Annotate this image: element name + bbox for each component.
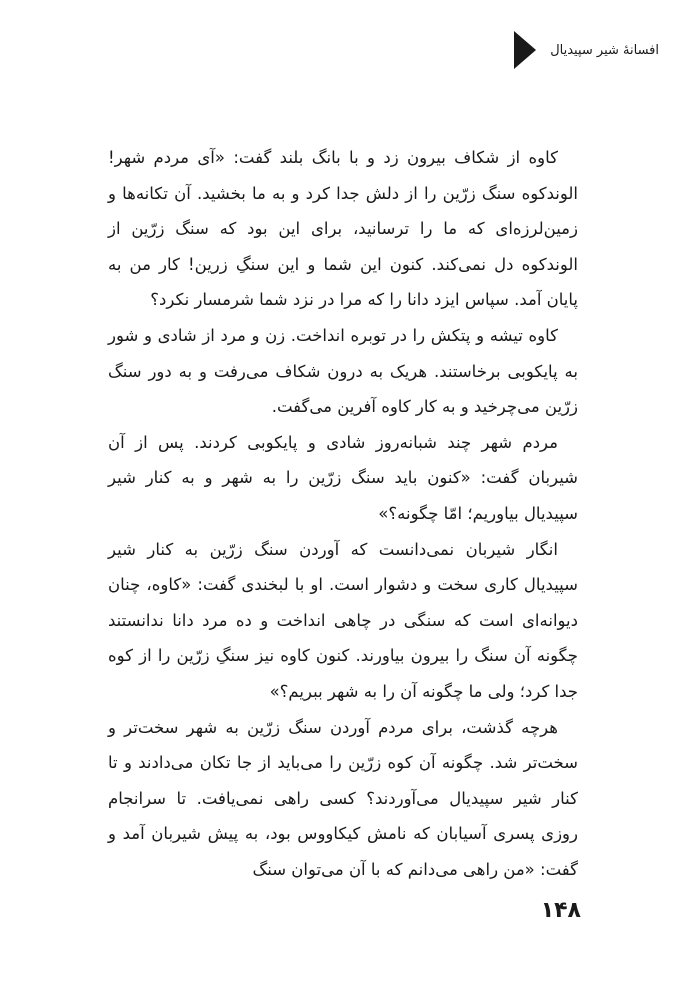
running-header (514, 30, 659, 70)
paragraph: انگار شیربان نمی‌دانست که آوردن سنگ زرّین به کنار شیر سپیدیال کاری سخت و دشوار است. او با لبخندی گفت: «کاوه، چنان دیوانه‌ای است که سنگی در چاهی انداخت و ده مرد دانا ندانستند چگونه آن سنگ را بیرون بیاورند. کنون کاوه نیز سنگِ زرّین را از کوه جدا کرد؛ ولی ما چگونه آن را به شهر ببریم؟» (108, 539, 578, 701)
page-number: ۱۴۸ (540, 898, 581, 923)
triangle-pointer-icon (514, 31, 536, 69)
running-header-title: افسانهٔ شیر سپیدیال (550, 42, 659, 58)
paragraph: مردم شهر چند شبانه‌روز شادی و پایکوبی کردند. پس از آن شیربان گفت: «کنون باید سنگ زرّین را به شهر و به کنار شیر سپیدیال بیاوریم؛ امّا چگونه؟» (108, 432, 578, 523)
paragraph: کاوه از شکاف بیرون زد و با بانگ بلند گفت: «آی مردم شهر! الوندکوه سنگ زرّین را از دلش جدا کرد و به ما بخشید. آن تکانه‌ها و زمین‌لرزه‌ای که ما را ترسانید، برای این بود که سنگ زرّین از الوندکوه دل نمی‌کند. کنون این شما و این سنگِ زرین! کار من به پایان آمد. سپاس ایزد دانا را که مرا در نزد شما شرمسار نکرد؟ (108, 148, 578, 310)
body-text (108, 140, 578, 887)
paragraph: کاوه تیشه و پتکش را در توبره انداخت. زن و مرد از شادی و شور به پایکوبی برخاستند. هریک به درون شکاف می‌رفت و به دور سنگ زرّین می‌چرخید و به کار کاوه آفرین می‌گفت. (108, 325, 578, 417)
paragraph: هرچه گذشت، برای مردم آوردن سنگ زرّین به شهر سخت‌تر و سخت‌تر شد. چگونه آن کوه زرّین را می‌باید از جا تکان می‌دادند و تا کنار شیر سپیدیال می‌آوردند؟ کسی راهی نمی‌یافت. تا سرانجام روزی پسری آسیابان که نامش کیکاووس بود، به پیش شیربان آمد و گفت: «من راهی می‌دانم که با آن می‌توان سنگ (108, 717, 578, 879)
